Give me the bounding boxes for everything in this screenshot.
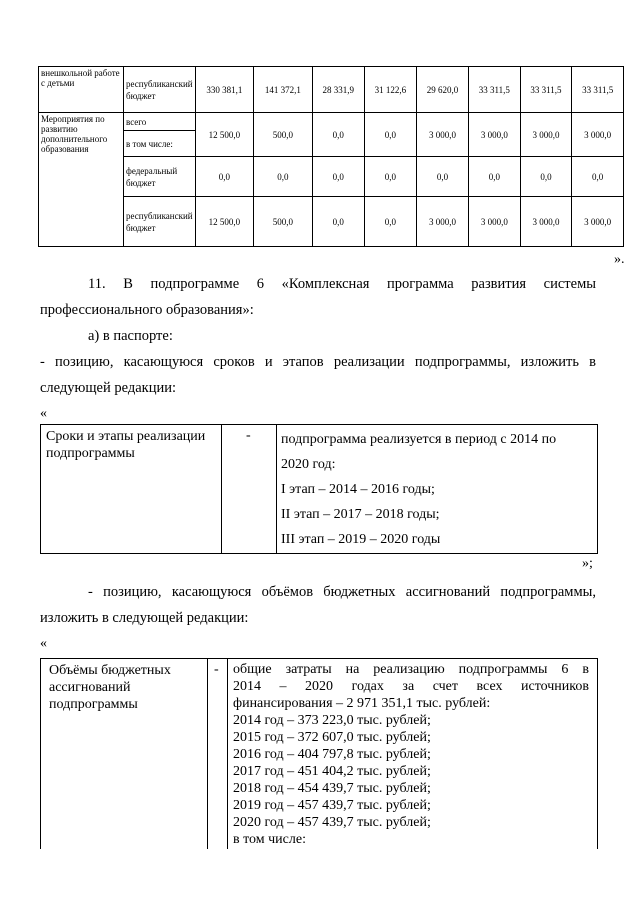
table-cell: 12 500,0 [195,113,254,157]
table-cell: 3 000,0 [469,113,521,157]
budget-year-line: 2014 год – 373 223,0 тыс. рублей; [233,713,431,728]
table-cell: 500,0 [254,113,313,157]
table-cell: республиканский бюджет [124,197,196,247]
table-row [39,197,624,247]
table-cell: 33 311,5 [469,67,521,113]
paragraph-a: а) в паспорте: [88,328,173,344]
table-cell: 0,0 [364,157,416,197]
terms-label: Сроки и этапы реализации подпрограммы [46,429,206,461]
table-cell: 3 000,0 [572,197,624,247]
table-cell: 33 311,5 [520,67,572,113]
table-cell: 3 000,0 [572,113,624,157]
close-quote: ». [614,252,625,267]
table-cell: внешкольной работе с детьми [39,67,124,113]
budget-year-line: 2015 год – 372 607,0 тыс. рублей; [233,730,431,745]
table-cell: 330 381,1 [195,67,254,113]
budget-year-line: 2017 год – 451 404,2 тыс. рублей; [233,764,431,779]
budget-year-line: 2019 год – 457 439,7 тыс. рублей; [233,798,431,813]
table-row [39,157,624,197]
open-quote: « [40,406,47,421]
budget-year-line: 2016 год – 404 797,8 тыс. рублей; [233,747,431,762]
paragraph-11-line: 11. В подпрограмме 6 «Комплексная программа развития системы [88,276,596,292]
terms-box [40,424,598,554]
budget-content: общие затраты на реализацию подпрограммы 6 в 2014 – 2020 годах за счет всех источников финансирования – 2 971 351,1 тыс. рублей: 2014 год – 373 223,0 тыс. рублей; 2015 год – 372 607,0 тыс. рублей; 2016 год – 404 797,8 тыс. рублей; 2017 год – 451 404,2 тыс. рублей; 2018 год – 454 439,7 тыс. рублей; 2019 год – 457 439,7 тыс. рублей; 2020 год – 457 439,7 тыс. рублей; в том числе: [233,662,589,847]
table-cell: 0,0 [572,157,624,197]
table-cell: 0,0 [364,197,416,247]
table-cell: федеральный бюджет [124,157,196,197]
table-cell: 3 000,0 [416,197,468,247]
table-cell: в том числе: [124,131,196,157]
budget-year-line: 2020 год – 457 439,7 тыс. рублей; [233,815,431,830]
budget-dash: - [214,662,219,677]
table-cell: 29 620,0 [416,67,468,113]
table-cell: 0,0 [312,197,364,247]
table-cell: 12 500,0 [195,197,254,247]
table-cell: 0,0 [195,157,254,197]
table-cell: 0,0 [469,157,521,197]
open-quote: « [40,636,47,651]
table-cell: 3 000,0 [416,113,468,157]
table-cell: республиканский бюджет [124,67,196,113]
budget-year-line: 2018 год – 454 439,7 тыс. рублей; [233,781,431,796]
table-cell: всего [124,113,196,131]
table-cell: 0,0 [364,113,416,157]
table-row [39,113,624,131]
budget-box [40,658,598,849]
table-cell: 141 372,1 [254,67,313,113]
table-cell: 0,0 [254,157,313,197]
table-cell: 3 000,0 [520,113,572,157]
paragraph-position-terms: следующей редакции: [40,380,177,396]
table-cell: 33 311,5 [572,67,624,113]
paragraph-position-terms: - позицию, касающуюся сроков и этапов реализации подпрограммы, изложить в [40,354,596,370]
close-quote: »; [582,556,593,571]
terms-dash: - [246,428,251,443]
table-cell: 3 000,0 [520,197,572,247]
table-cell: 0,0 [520,157,572,197]
paragraph-position-budget: - позицию, касающуюся объёмов бюджетных ассигнований подпрограммы, [88,584,596,600]
paragraph-11-line: профессионального образования»: [40,302,254,318]
table-cell: 500,0 [254,197,313,247]
table-cell: 0,0 [312,113,364,157]
paragraph-position-budget: изложить в следующей редакции: [40,610,249,626]
budget-label: Объёмы бюджетных ассигнований подпрограммы [49,663,171,712]
terms-content: подпрограмма реализуется в период с 2014 по 2020 год: I этап – 2014 – 2016 годы; II этап – 2017 – 2018 годы; III этап – 2019 – 2020 годы [281,432,557,547]
table-cell: 3 000,0 [469,197,521,247]
table-cell: 0,0 [312,157,364,197]
table-cell: 31 122,6 [364,67,416,113]
table-row [39,67,624,113]
table-cell: Мероприятия по развитию дополнительного образования [39,113,124,247]
budget-table [38,66,624,247]
table-cell: 0,0 [416,157,468,197]
table-cell: 28 331,9 [312,67,364,113]
